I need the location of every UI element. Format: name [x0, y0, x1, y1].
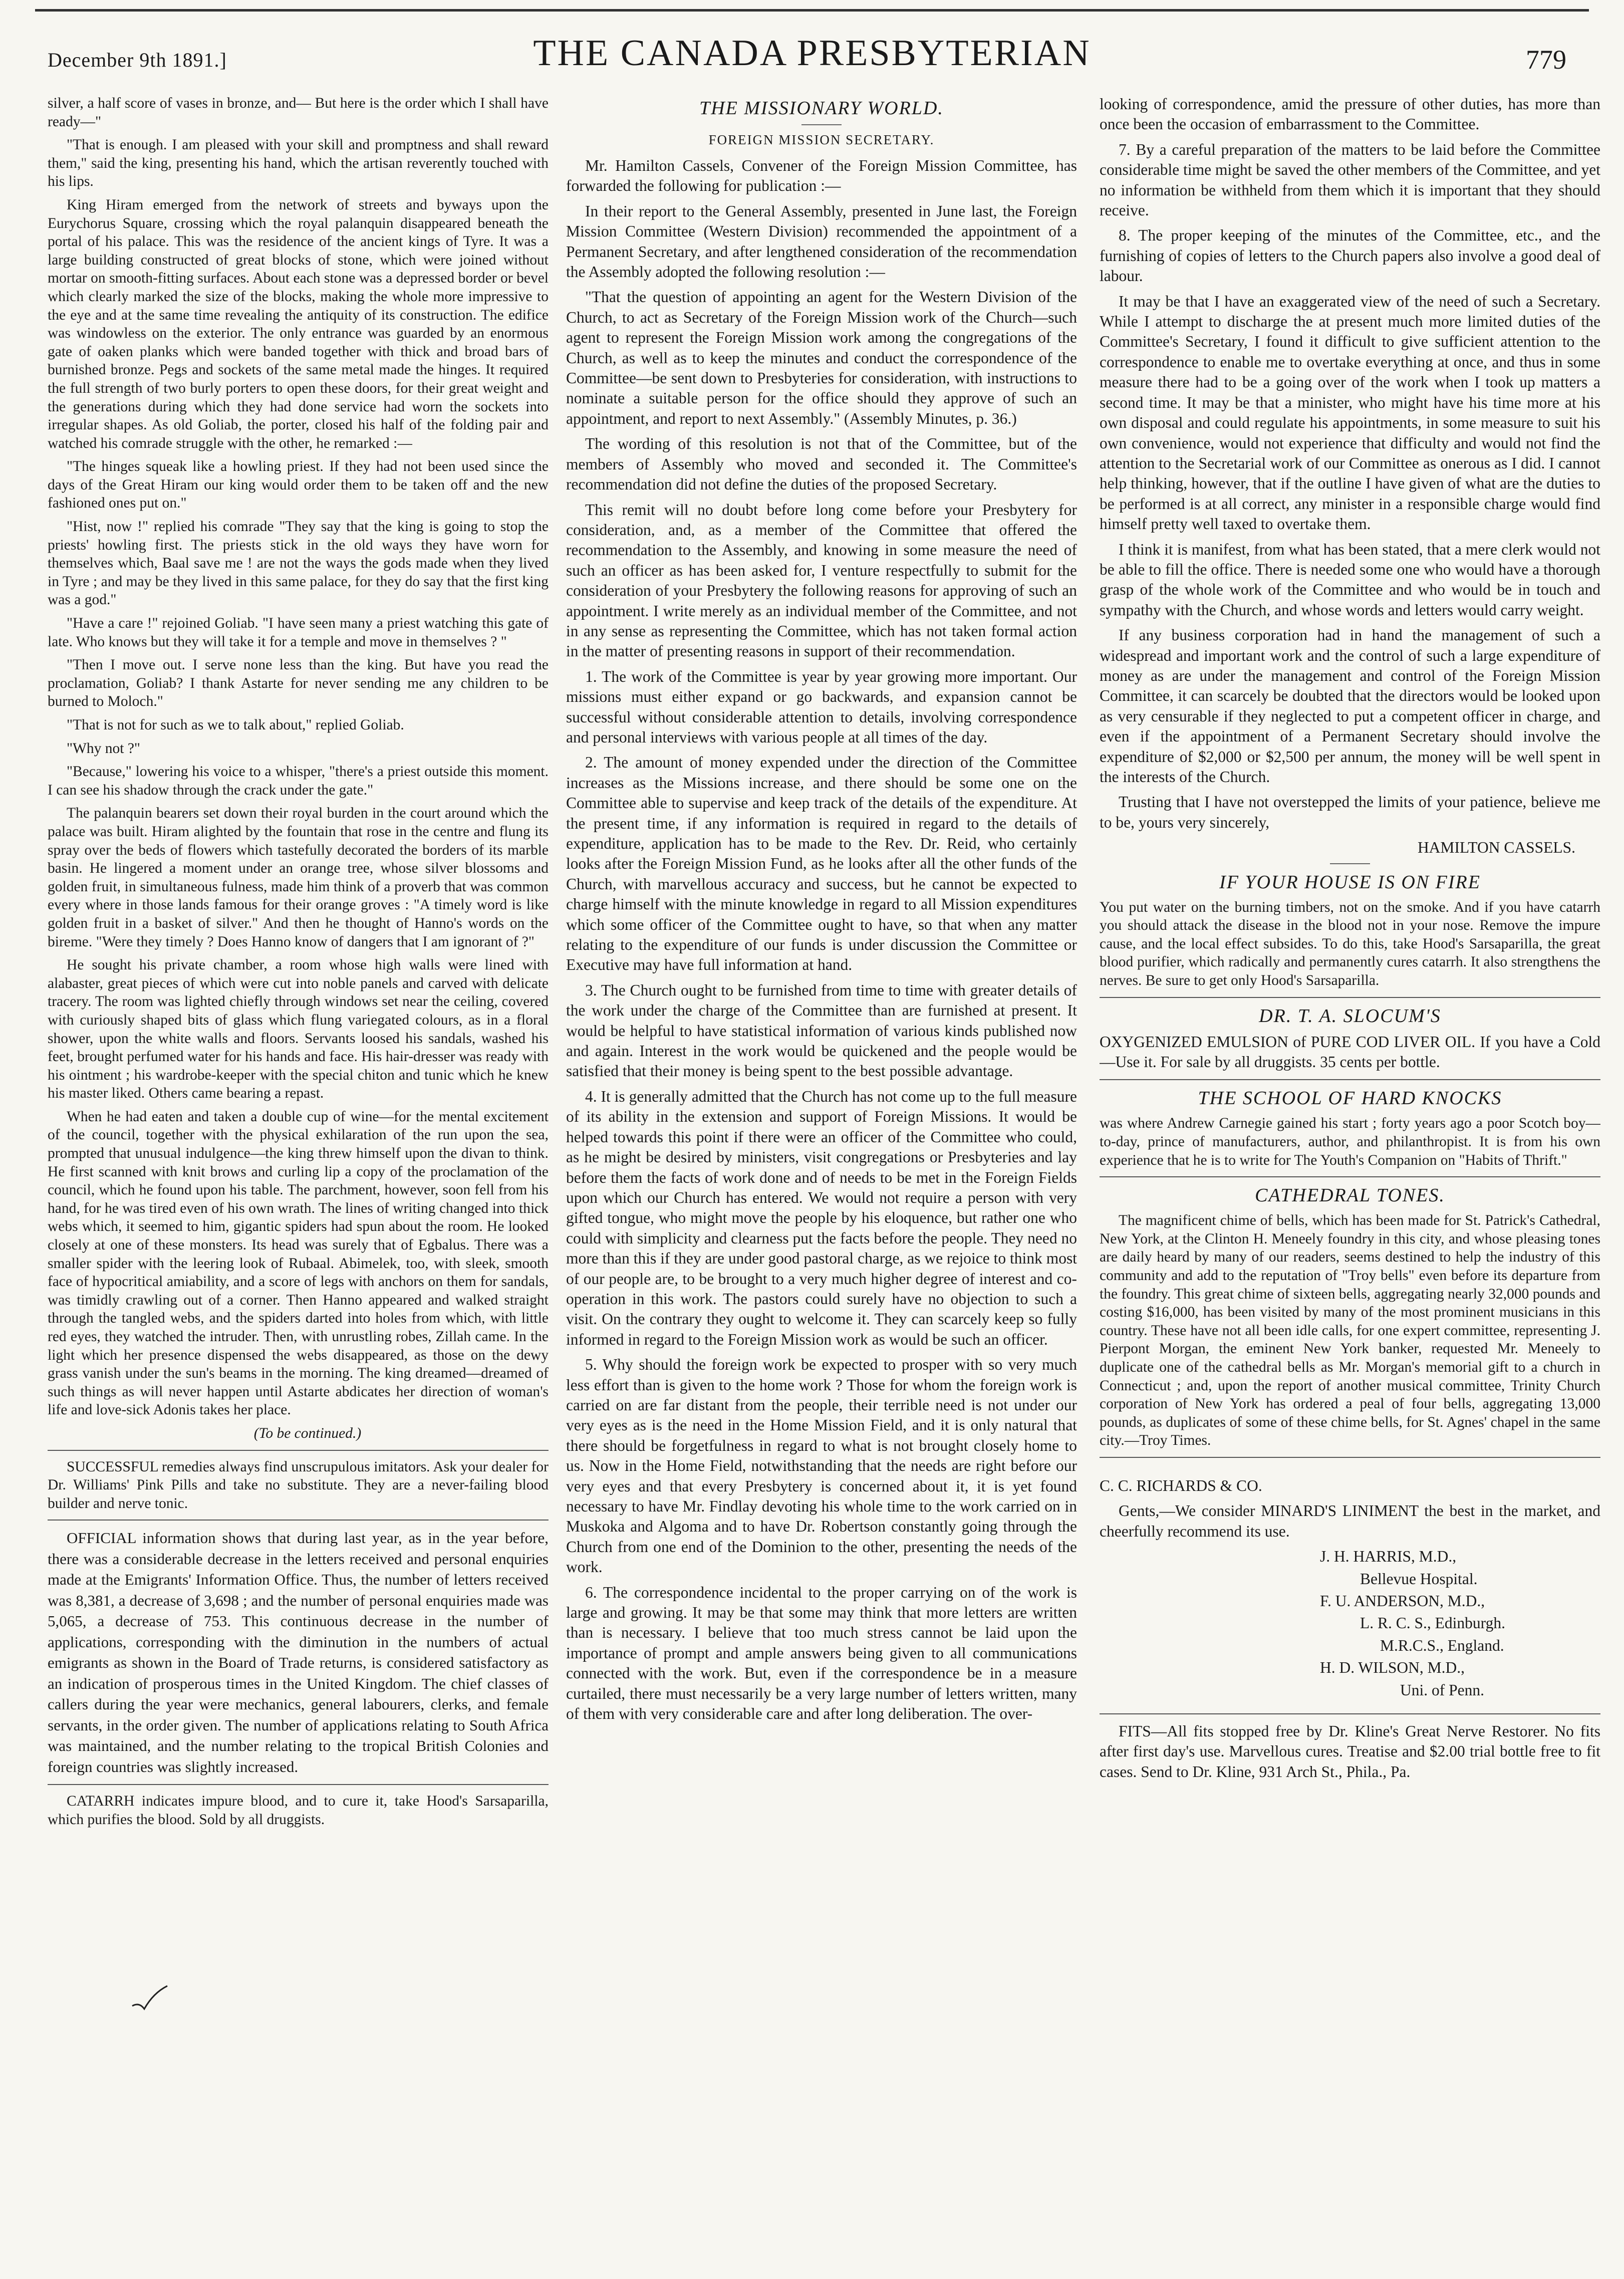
- story-paragraph: King Hiram emerged from the network of streets and byways upon the Eurychorus Square, crossing which the royal palanquin disappeared beneath the portal of his palace. This was the residence of the ancient kings of Tyre. It was a large building constructed of great blocks of stone, which were joined without mortar on smooth-fitting surfaces. About each stone was a depressed border or bevel which clearly marked the size of the blocks, making the whole more impressive to the eye and at the same time revealing the antiquity of its construction. The edifice was windowless on the exterior. The only entrance was guarded by an enormous gate of oaken planks which were banded together with thick and broad bars of burnished bronze. Pegs and sockets of the same metal made the hinges. It required the full strength of two burly porters to open these doors, for their great weight and the generations during which they had done service had worn the sockets into irregular shapes. As old Goliab, the porter, closed his half of the folding pair and watched his comrade struggle with the other, he remarked :—: [48, 196, 549, 451]
- story-paragraph: When he had eaten and taken a double cup of wine—for the mental excitement of the council, together with the physical exhilaration of the run upon the sea, prompted that unusual indulgence—the king threw himself upon the divan to think. He first scanned with knit brows and curling lip a copy of the proclamation of the council, which he found upon his table. The parchment, however, soon fell from his hand, for he was tired even of his own wrath. The lines of writing changed into thick webs which, it seemed to him, gigantic spiders had spun about the room. He looked closely at one of these monsters. Its head was surely that of Egbalus. There was a smaller spider with the leering look of Rubaal. Abimelek, too, with sleek, smooth face of hypocritical amiability, and a score of legs with anchors on them for sandals, was timidly crawling out of a corner. Then Hanno appeared and walked straight through the tangled webs, and the spiders darted into holes from which, with little red eyes, they watched the intruder. Then, with unrustling robes, Zillah came. In the light which her presence dispensed the webs disappeared, as those on the dewy grass vanish under the sun's beams in the morning. The king dreamed—dreamed of such things as will never happen until Astarte abdicates her direction of woman's life and love-sick Adonis takes her place.: [48, 1108, 549, 1418]
- slocum-heading: DR. T. A. SLOCUM'S: [1259, 1005, 1441, 1027]
- signature-line: L. R. C. S., Edinburgh.: [1360, 1614, 1505, 1632]
- signature-line: J. H. HARRIS, M.D.,: [1320, 1548, 1457, 1566]
- divider: [1100, 1457, 1600, 1458]
- cathedral-heading: CATHEDRAL TONES.: [1255, 1185, 1445, 1206]
- minard-signatures: [1100, 1547, 1600, 1700]
- article-paragraph: 6. The correspondence incidental to the proper carrying on of the work is large and growing. It may be that some may think that more letters are written than is necessary. I believe that too much stress cannot be laid upon the importance of prompt and ample answers being given to all communications connected with the work. But, even if the correspondence be in a measure curtailed, there must necessarily be a very large number of letters written, many of them with very considerable care and after long deliberation. The over-: [566, 1583, 1077, 1723]
- signature-line: F. U. ANDERSON, M.D.,: [1320, 1592, 1485, 1610]
- fits-ad: FITS—All fits stopped free by Dr. Kline's Great Nerve Restorer. No fits after first day's use. Marvellous cures. Treatise and $2.00 trial bottle free to fit cases. Send to Dr. Kline, 931 Arch St., Phila., Pa.: [1100, 1722, 1600, 1781]
- article-paragraph: 3. The Church ought to be furnished from time to time with greater details of the work under the charge of the Committee than are furnished at present. It would be helpful to have statistical information of various kinds published now and again. Interest in the work would be quickened and the people would be satisfied that their money is being spent to the best possible advantage.: [566, 981, 1077, 1080]
- handwritten-check-mark-icon: [129, 1984, 169, 2014]
- fire-ad-text: You put water on the burning timbers, not on the smoke. And if you have catarrh you should attack the disease in the blood not in your nose. Remove the impure cause, and the local effect subsides. To do this, take Hood's Sarsaparilla, the great blood purifier, which radically and permanently cures catarrh. It also strengthens the nerves. Be sure to get only Hood's Sarsaparilla.: [1100, 899, 1600, 988]
- page-header: [48, 29, 1576, 84]
- story-paragraph: "That is enough. I am pleased with your skill and promptness and shall reward them," said the king, presenting his hand, which the artisan reverently touched with his lips.: [48, 137, 549, 190]
- minard-testimonial: Gents,—We consider MINARD'S LINIMENT the best in the market, and cheerfully recommend its use.: [1100, 1502, 1600, 1540]
- story-paragraph: "Then I move out. I serve none less than the king. But have you read the proclamation, Goliab? I thank Astarte for never sending me any children to be burned to Moloch.": [48, 657, 549, 710]
- article-paragraph: It may be that I have an exaggerated view of the need of such a Secretary. While I attempt to discharge the at present much more limited duties of the Committee's Secretary, I found it difficult to give sufficient attention to the correspondence to enable me to overtake everything at once, and thus in some measure there had to be a going over of the work when I took up matters a second time. It may be that a minister, who might have his time more at his own disposal and could regulate his appointments, in some measure to suit his own convenience, would not experience that difficulty and would not find the attention to the Secretarial work of our Committee as onerous as I did. I cannot help thinking, however, that if the outline I have given of what are the duties to be performed is at all correct, any minister in a responsible charge would find himself pretty well taxed to overtake them.: [1100, 292, 1600, 533]
- article-paragraph: "That the question of appointing an agent for the Western Division of the Church, to act as Secretary of the Foreign Mission work of the Church—such agent to represent the Foreign Mission work among the congregations of the Church, as well as to keep the minutes and conduct the correspondence of the Committee—be sent down to Presbyteries for consideration, with instructions to nominate a suitable person for the office should they approve of such an appointment, and report to next Assembly." (Assembly Minutes, p. 36.): [566, 288, 1077, 427]
- column-2: [566, 94, 1077, 2268]
- story-paragraph: "That is not for such as we to talk about," replied Goliab.: [67, 717, 404, 733]
- hard-knocks-heading: THE SCHOOL OF HARD KNOCKS: [1198, 1088, 1502, 1109]
- story-paragraph: The palanquin bearers set down their royal burden in the court around which the palace was built. Hiram alighted by the fountain that rose in the centre and flung its spray over the beds of flowers which tastefully decorated the borders of its marble basin. He lingered a moment under an orange tree, whose silver blossoms and golden fruit, in simultaneous fulness, made him think of a proverb that was common every where in those lands famous for their orange groves : "A timely word is like golden fruit in a basket of silver." And then he thought of Hanno's words on the bireme. "Were they timely ? Does Hanno know of dangers that I am ignorant of ?": [48, 805, 549, 950]
- article-paragraph: 2. The amount of money expended under the direction of the Committee increases as the Missions increase, and there should be some one on the Committee able to supervise and keep track of the details of the expenditure. At the present time, if any information is required in regard to the details of expenditure, application has to be made to the Rev. Dr. Reid, who certainly looks after the Foreign Mission Fund, as he looks after all the other funds of the Church, with marvellous accuracy and success, but he cannot be expected to charge himself with the minute knowledge in regard to all Mission expenditures which some officer of the Committee ought to have, so that when any matter relating to the expenditure of our funds is under discussion the Committee or Executive may have full information at hand.: [566, 753, 1077, 974]
- signature-line: Uni. of Penn.: [1400, 1681, 1484, 1699]
- short-rule: [1330, 863, 1370, 864]
- divider: [48, 1520, 549, 1521]
- issue-date: December 9th 1891.]: [48, 49, 227, 71]
- serial-story: [48, 94, 549, 1443]
- signature-line: M.R.C.S., England.: [1380, 1636, 1504, 1654]
- article-signature: HAMILTON CASSELS.: [1417, 839, 1575, 857]
- column-1: [48, 94, 549, 2268]
- minard-addressee: C. C. RICHARDS & CO.: [1100, 1476, 1262, 1494]
- signature-line: H. D. WILSON, M.D.,: [1320, 1659, 1465, 1677]
- story-paragraph: "Have a care !" rejoined Goliab. "I have seen many a priest watching this gate of late. Who knows but they will take it for a temple and move in themselves ? ": [48, 615, 549, 650]
- article-paragraph: The wording of this resolution is not that of the Committee, but of the members of Assembly who moved and seconded it. The Committee's recommendation did not define the duties of the proposed Secretary.: [566, 435, 1077, 493]
- catarrh-ad: CATARRH indicates impure blood, and to cure it, take Hood's Sarsaparilla, which purifies the blood. Sold by all druggists.: [48, 1793, 549, 1828]
- short-rule: [801, 124, 842, 125]
- article-paragraph: Trusting that I have not overstepped the limits of your patience, believe me to be, yours very sincerely,: [1100, 793, 1600, 831]
- cathedral-text: The magnificent chime of bells, which has been made for St. Patrick's Cathedral, New York, at the Clinton H. Meneely foundry in this city, and whose pleasing tones are daily heard by many of our readers, seems destined to help the industry of this community and add to the reputation of "Troy bells" even before its departure from the foundry. This great chime of sixteen bells, aggregating nearly 32,000 pounds and costing $16,000, has been visited by many of the most prominent musicians in this country. These have not all been idle calls, for one expert committee, representing J. Pierpont Morgan, the eminent New York banker, requested Mr. Meneely to duplicate one of the cathedral bells as Mr. Morgan's memorial gift to a church in Connecticut ; and, upon the report of another musical committee, Trinity Church corporation of New York has ordered a peal of four bells, aggregating 13,000 pounds, as duplicates of some of these chime bells, for St. Agnes' chapel in the same city.—Troy Times.: [1100, 1212, 1600, 1449]
- top-rule: [35, 9, 1589, 16]
- article-paragraph: Mr. Hamilton Cassels, Convener of the Foreign Mission Committee, has forwarded the following for publication :—: [566, 157, 1077, 195]
- slocum-ad-text: OXYGENIZED EMULSION of PURE COD LIVER OIL. If you have a Cold—Use it. For sale by all druggists. 35 cents per bottle.: [1100, 1033, 1600, 1071]
- fire-heading: IF YOUR HOUSE IS ON FIRE: [1219, 871, 1481, 893]
- story-paragraph: silver, a half score of vases in bronze, and— But here is the order which I shall have ready—": [48, 95, 549, 130]
- article-paragraph: This remit will no doubt before long come before your Presbytery for consideration, and, as a member of the Committee that offered the recommendation to the Assembly, and knowing in some measure the need of such an officer as has been asked for, I venture respectfully to submit for the consideration of your Presbytery the following reasons for approving of such an appointment. I write merely as an individual member of the Committee, and not in any sense as representing the Committee, which has not taken formal action in the matter of presenting reasons in support of their recommendation.: [566, 500, 1077, 660]
- story-paragraph: "Because," lowering his voice to a whisper, "there's a priest outside this moment. I can see his shadow through the crack under the gate.": [48, 764, 549, 798]
- hard-knocks-text: was where Andrew Carnegie gained his start ; forty years ago a poor Scotch boy—to-day, prince of manufacturers, author, and philanthropist. It is from his own experience that he is to write for The Youth's Companion on "Habits of Thrift.": [1100, 1115, 1600, 1168]
- article-paragraph: 4. It is generally admitted that the Church has not come up to the full measure of its ability in the extension and support of Foreign Missions. It would be helped towards this point if there were an officer of the Committee who could, as he might be desired by ministers, visit congregations or Presbyteries and lay before them the facts of work done and of needs to be met in the Foreign Fields upon which our Church has entered. We would not require a person with very gifted tongue, who might move the people by his eloquence, but rather one who could with simplicity and clearness put the facts before the people. They need no more than this if they are under good pastoral charge, as we rejoice to think most of our people are, to be brought to a very much higher degree of interest and co-operation in this work. The pastors could surely have no objection to such a visit. On the contrary they ought to welcome it. They can scarcely keep so fully informed in regard to the Foreign Mission work as would be such an officer.: [566, 1087, 1077, 1348]
- spacer: [1100, 1465, 1600, 1476]
- article-paragraph: looking of correspondence, amid the pressure of other duties, has more than once been the occasion of embarrassment to the Committee.: [1100, 95, 1600, 133]
- to-be-continued: (To be continued.): [253, 1425, 362, 1441]
- article-paragraph: 1. The work of the Committee is year by year growing more important. Our missions must either expand or go backwards, and expansion cannot be successful without considerable attention to details, involving correspondence and personal interviews with various people at all times of the day.: [566, 667, 1077, 746]
- missions-article: [566, 156, 1077, 1724]
- article-paragraph: If any business corporation had in hand the management of such a widespread and important work and the control of such a large expenditure of money as are under the management and control of the Foreign Mission Committee, it can scarcely be doubted that the directors would be looked upon as very censurable if they neglected to put a competent officer in charge, and even if the appointment of a Permanent Secretary should involve the expenditure of $2,000 or $2,500 per annum, the money will be well spent in the interests of the Church.: [1100, 626, 1600, 786]
- divider: [48, 1784, 549, 1785]
- story-paragraph: "Why not ?": [67, 740, 140, 756]
- missions-article-continued: [1100, 94, 1600, 858]
- article-paragraph: 7. By a careful preparation of the matters to be laid before the Committee considerable time might be saved the other members of the Committee, and yet no information be withheld from them which it is important that they should receive.: [1100, 140, 1600, 219]
- article-subheading: FOREIGN MISSION SECRETARY.: [708, 132, 935, 147]
- divider: [48, 1450, 549, 1451]
- article-paragraph: In their report to the General Assembly, presented in June last, the Foreign Mission Committee (Western Division) recommended the appointment of a Permanent Secretary, and after lengthened consideration of the recommendation the Assembly adopted the following resolution :—: [566, 202, 1077, 281]
- article-paragraph: 5. Why should the foreign work be expected to prosper with so very much less effort than is given to the home work ? Those for whom the foreign work is carried on are far distant from the people, their terrible need is not under our very eyes as is the need in the Home Mission Field, and it is only natural that there should be forgetfulness in regard to what is not brought closely home to us. Now in the Home Field, notwithstanding that the needs are right before our very eyes and that every Presbytery is concerned about it, it is yet found necessary to have Mr. Findlay devoting his whole time to the work carried on in Muskoka and Algoma and to have Dr. Robertson constantly going through the Church from one end of the Dominion to the other, presenting the needs of the work.: [566, 1356, 1077, 1576]
- story-paragraph: He sought his private chamber, a room whose high walls were lined with alabaster, great pieces of which were cut into noble panels and carved with delicate tracery. The room was lighted chiefly through windows set near the ceiling, covered with curiously shaped bits of glass which flung variegated colours, as in a floral shower, upon the white walls and floors. Servants loosed his sandals, washed his feet, brought perfumed water for his hands and face. His hair-dresser was ready with his ointment ; his wardrobe-keeper with the special chiton and tunic which he knew his master liked. Others came bearing a repast.: [48, 957, 549, 1102]
- newspaper-title: THE CANADA PRESBYTERIAN: [533, 33, 1091, 74]
- column-3: [1100, 94, 1600, 2268]
- article-paragraph: I think it is manifest, from what has been stated, that a mere clerk would not be able to fill the office. There is needed some one who would have a thorough grasp of the whole work of the Committee and who would be in touch and sympathy with the Church, and whose words and letters would carry weight.: [1100, 540, 1600, 619]
- emigrants-office-notice: OFFICIAL information shows that during last year, as in the year before, there was a considerable decrease in the letters received and personal enquiries made at the Emigrants' Information Office. Thus, the number of letters received was 8,381, a decrease of 3,698 ; and the number of personal enquiries made was 5,065, a decrease of 753. This continuous decrease in the number of applications, corresponding with the diminution in the numbers of actual emigrants as shown in the Board of Trade returns, is considered satisfactory as an indication of prosperous times in the United Kingdom. The chief classes of callers during the year were mechanics, general labourers, clerks, and female servants, in the order given. The number of applications relating to South Africa was maintained, and the number relating to the tropical British Colonies and foreign countries was slightly increased.: [48, 1529, 549, 1776]
- williams-pills-ad: SUCCESSFUL remedies always find unscrupulous imitators. Ask your dealer for Dr. Williams' Pink Pills and take no substitute. They are a never-failing blood builder and nerve tonic.: [48, 1458, 549, 1511]
- story-paragraph: "Hist, now !" replied his comrade "They say that the king is going to stop the priests' howling first. The priests stick in the old ways they have worn for themselves which, Baal save me ! are not the ways the gods made when they lived in Tyre ; and may be they lived in this same palace, for they do say that the first king was a god.": [48, 519, 549, 608]
- divider: [1100, 997, 1600, 998]
- signature-line: Bellevue Hospital.: [1360, 1570, 1478, 1588]
- divider: [1100, 1079, 1600, 1080]
- divider: [1100, 1713, 1600, 1714]
- story-paragraph: "The hinges squeak like a howling priest. If they had not been used since the days of the Great Hiram our king would order them to be taken off and the new fashioned ones put on.": [48, 458, 549, 512]
- page-number: 779: [1526, 45, 1566, 75]
- divider: [1100, 1176, 1600, 1177]
- section-heading: THE MISSIONARY WORLD.: [699, 98, 944, 119]
- article-paragraph: 8. The proper keeping of the minutes of the Committee, etc., and the furnishing of copies of letters to the Church papers also involve a good deal of labour.: [1100, 226, 1600, 285]
